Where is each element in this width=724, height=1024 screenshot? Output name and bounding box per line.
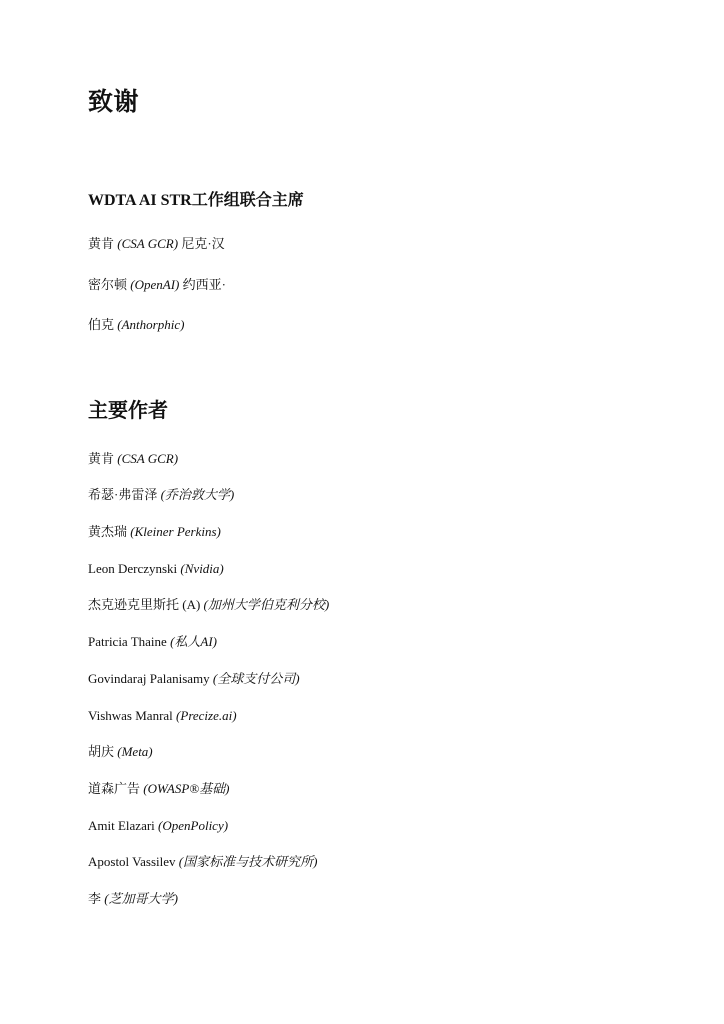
author-name: Patricia Thaine — [88, 634, 171, 649]
chair-name-continued: 尼克·汉 — [178, 236, 225, 251]
author-line — [88, 891, 178, 907]
chair-name: 黄肯 — [88, 236, 118, 251]
chairs-heading: WDTA AI STR工作组联合主席 — [88, 192, 304, 209]
author-line — [88, 744, 153, 760]
author-name: Govindaraj Palanisamy — [88, 671, 213, 686]
author-name: 胡庆 — [88, 744, 118, 759]
author-name: Leon Derczynski — [88, 561, 181, 576]
author-name: 黄杰瑞 — [88, 524, 131, 539]
author-line — [88, 524, 221, 540]
author-affiliation: (国家标准与技术研究所) — [178, 854, 318, 869]
author-line — [88, 781, 230, 797]
author-line — [88, 854, 317, 870]
author-line — [88, 487, 234, 503]
author-line — [88, 671, 300, 687]
author-line — [88, 597, 329, 613]
chair-line — [88, 317, 184, 333]
chair-line — [88, 277, 226, 293]
author-affiliation: (乔治敦大学) — [160, 487, 235, 502]
author-name: 李 — [88, 891, 105, 906]
author-affiliation: (CSA GCR) — [117, 451, 179, 466]
chair-name-continued: 约西亚· — [179, 277, 226, 292]
chair-name: 密尔顿 — [88, 277, 131, 292]
author-name: Amit Elazari — [88, 818, 159, 833]
chair-line — [88, 236, 225, 252]
author-name: 杰克逊克里斯托 (A) — [88, 597, 204, 612]
chair-name: 伯克 — [88, 317, 118, 332]
author-affiliation: (Kleiner Perkins) — [130, 524, 221, 539]
authors-heading: 主要作者 — [88, 400, 168, 422]
author-name: Apostol Vassilev — [88, 854, 179, 869]
chair-affiliation: (Anthorphic) — [117, 317, 185, 332]
author-name: 黄肯 — [88, 451, 118, 466]
author-line — [88, 818, 228, 834]
chair-affiliation: (OpenAI) — [130, 277, 180, 292]
author-line — [88, 708, 237, 724]
page-title: 致谢 — [88, 89, 140, 116]
author-affiliation: (OpenPolicy) — [158, 818, 229, 833]
author-affiliation: (Nvidia) — [180, 561, 224, 576]
author-line — [88, 634, 217, 650]
author-affiliation: (Meta) — [117, 744, 153, 759]
author-affiliation: (OWASP®基础) — [143, 781, 230, 796]
author-affiliation: (私人AI) — [170, 634, 217, 649]
author-affiliation: (加州大学伯克利分校) — [203, 597, 330, 612]
author-line — [88, 561, 224, 577]
author-name: 希瑟·弗雷泽 — [88, 487, 161, 502]
author-name: Vishwas Manral — [88, 708, 177, 723]
author-affiliation: (芝加哥大学) — [104, 891, 178, 906]
chair-affiliation: (CSA GCR) — [117, 236, 179, 251]
author-affiliation: (全球支付公司) — [212, 671, 300, 686]
author-affiliation: (Precize.ai) — [176, 708, 237, 723]
author-name: 道森广告 — [88, 781, 144, 796]
author-line — [88, 451, 178, 467]
